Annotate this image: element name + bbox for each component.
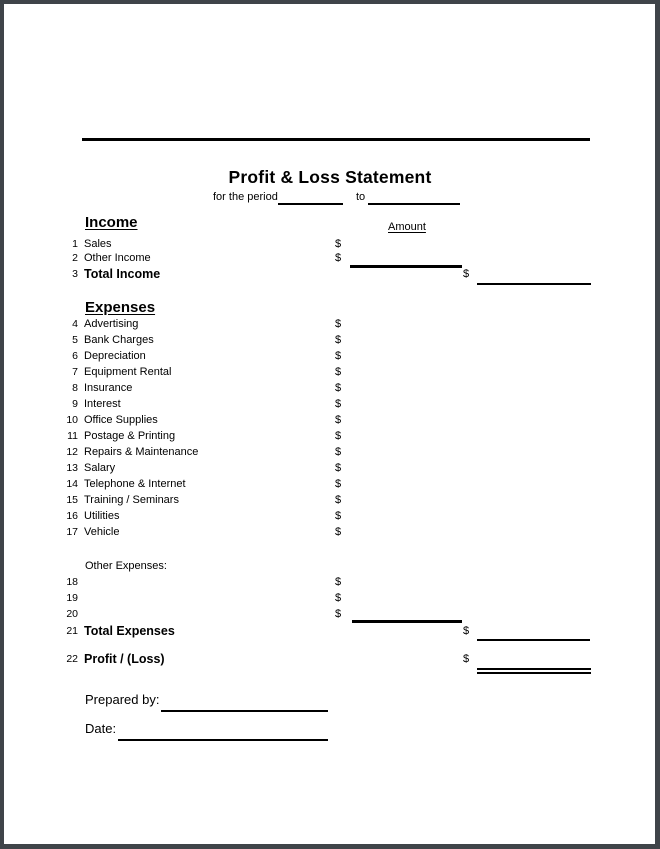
currency-symbol: $ [335, 478, 342, 490]
row-number: 1 [72, 238, 78, 250]
period-prefix-label: for the period [213, 191, 278, 203]
amount-column-header: Amount [388, 221, 426, 233]
currency-symbol: $ [335, 382, 342, 394]
expenses-subtotal-rule [352, 620, 462, 623]
table-row [0, 575, 660, 589]
row-label: Interest [84, 398, 121, 410]
table-row [0, 607, 660, 621]
total-expenses-rule [477, 639, 590, 641]
row-number: 14 [66, 478, 78, 490]
row-label: Telephone & Internet [84, 478, 186, 490]
table-row [0, 429, 660, 443]
row-label: Advertising [84, 318, 139, 330]
table-row [0, 237, 660, 251]
row-number: 5 [72, 334, 78, 346]
table-row [0, 317, 660, 331]
top-rule [82, 138, 590, 141]
row-number: 16 [66, 510, 78, 522]
table-row [0, 365, 660, 379]
table-row [0, 493, 660, 507]
row-label: Vehicle [84, 526, 120, 538]
table-row [0, 509, 660, 523]
currency-symbol: $ [335, 446, 342, 458]
currency-symbol: $ [335, 398, 342, 410]
currency-symbol: $ [335, 462, 342, 474]
income-heading: Income [85, 214, 138, 231]
period-from-blank [278, 193, 343, 205]
row-label: Training / Seminars [84, 494, 179, 506]
currency-symbol: $ [335, 510, 342, 522]
row-number: 22 [66, 653, 78, 665]
profit-loss-double-rule [477, 668, 591, 674]
currency-symbol: $ [335, 318, 342, 330]
row-label: Office Supplies [84, 414, 158, 426]
row-label: Sales [84, 238, 112, 250]
currency-symbol: $ [335, 526, 342, 538]
other-expenses-heading-row [0, 559, 660, 573]
page-title: Profit & Loss Statement [228, 167, 432, 187]
currency-symbol: $ [335, 430, 342, 442]
period-connector-label: to [356, 191, 366, 203]
expenses-heading: Expenses [85, 299, 156, 316]
date-label: Date: [85, 721, 117, 736]
row-label: Salary [84, 462, 116, 474]
table-row [0, 251, 660, 265]
row-number: 8 [72, 382, 78, 394]
table-row [0, 349, 660, 363]
currency-symbol: $ [463, 653, 470, 665]
date-line [118, 739, 328, 741]
table-row [0, 591, 660, 605]
row-number: 2 [72, 252, 78, 264]
row-label: Profit / (Loss) [84, 652, 165, 666]
table-row [0, 525, 660, 539]
row-label: Postage & Printing [84, 430, 176, 442]
prepared-by-signature-line [161, 710, 328, 712]
table-row [0, 477, 660, 491]
row-label: Utilities [84, 510, 120, 522]
row-label: Depreciation [84, 350, 146, 362]
currency-symbol: $ [335, 252, 342, 264]
table-row [0, 381, 660, 395]
currency-symbol: $ [335, 592, 342, 604]
row-label: Equipment Rental [84, 366, 172, 378]
row-number: 9 [72, 398, 78, 410]
currency-symbol: $ [335, 238, 342, 250]
row-number: 15 [66, 494, 78, 506]
row-number: 7 [72, 366, 78, 378]
currency-symbol: $ [463, 625, 470, 637]
table-row [0, 333, 660, 347]
row-number: 17 [66, 526, 78, 538]
currency-symbol: $ [335, 334, 342, 346]
currency-symbol: $ [335, 350, 342, 362]
prepared-by-label: Prepared by: [85, 692, 160, 707]
row-number: 10 [66, 414, 78, 426]
table-row [0, 413, 660, 427]
currency-symbol: $ [335, 414, 342, 426]
other-expenses-label: Other Expenses: [85, 560, 167, 572]
period-to-blank [368, 193, 460, 205]
total-income-rule [477, 283, 591, 285]
row-number: 6 [72, 350, 78, 362]
row-number: 3 [72, 268, 78, 280]
currency-symbol: $ [335, 576, 342, 588]
row-number: 18 [66, 576, 78, 588]
row-number: 21 [66, 625, 78, 637]
row-label: Total Income [84, 267, 161, 281]
row-number: 19 [66, 592, 78, 604]
total-expenses-row [0, 624, 660, 638]
currency-symbol: $ [335, 366, 342, 378]
table-row [0, 461, 660, 475]
row-number: 11 [67, 430, 78, 442]
currency-symbol: $ [335, 494, 342, 506]
row-label: Repairs & Maintenance [84, 446, 199, 458]
table-row [0, 445, 660, 459]
row-label: Insurance [84, 382, 133, 394]
currency-symbol: $ [335, 608, 342, 620]
row-number: 20 [66, 608, 78, 620]
row-number: 4 [72, 318, 78, 330]
row-number: 13 [66, 462, 78, 474]
row-label: Other Income [84, 252, 151, 264]
table-row [0, 397, 660, 411]
total-income-row [0, 267, 660, 281]
row-number: 12 [66, 446, 78, 458]
row-label: Bank Charges [84, 334, 154, 346]
row-label: Total Expenses [84, 624, 175, 638]
profit-loss-row [0, 652, 660, 666]
currency-symbol: $ [463, 268, 470, 280]
